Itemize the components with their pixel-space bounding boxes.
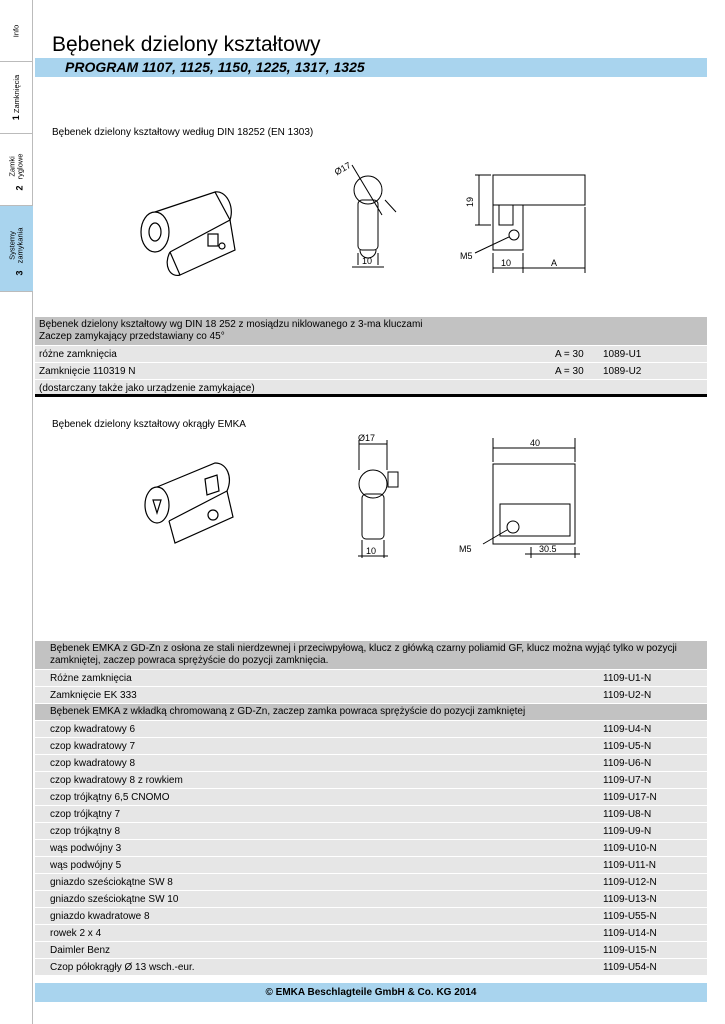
dim-width-side-1: 10 bbox=[501, 258, 512, 268]
dim-m5-1: M5 bbox=[460, 251, 473, 261]
table-row: różne zamknięcia A = 30 1089-U1 bbox=[35, 346, 707, 363]
row-name: Daimler Benz bbox=[50, 945, 111, 956]
row-code: 1109-U15-N bbox=[603, 945, 657, 956]
row-name: czop kwadratowy 8 z rowkiem bbox=[50, 775, 183, 786]
cylinder-perspective-drawing bbox=[130, 180, 260, 285]
row-name: czop kwadratowy 7 bbox=[50, 741, 136, 752]
row-name: Czop półokrągły Ø 13 wsch.-eur. bbox=[50, 962, 195, 973]
row-name: czop trójkątny 7 bbox=[50, 809, 121, 820]
table-row bbox=[35, 755, 707, 772]
round-cylinder-front-view-drawing bbox=[340, 432, 410, 562]
row-name: Różne zamknięcia bbox=[50, 673, 132, 684]
table-row bbox=[35, 670, 707, 687]
table1 bbox=[35, 317, 707, 397]
sidebar-tab-info[interactable]: Info bbox=[0, 0, 33, 62]
table-row bbox=[35, 857, 707, 874]
table-row bbox=[35, 687, 707, 704]
row-code: 1109-U1-N bbox=[603, 673, 652, 684]
table-row bbox=[35, 789, 707, 806]
row-code: 1109-U5-N bbox=[603, 741, 652, 752]
row-code: 1109-U55-N bbox=[603, 911, 657, 922]
table-row bbox=[35, 925, 707, 942]
program-bar: PROGRAM 1107, 1125, 1150, 1225, 1317, 1325 bbox=[35, 58, 707, 77]
dim-width-front-1: 10 bbox=[362, 256, 373, 266]
row-name: gniazdo sześciokątne SW 8 bbox=[50, 877, 173, 888]
row-name: czop trójkątny 8 bbox=[50, 826, 121, 837]
row-code: 1109-U2-N bbox=[603, 690, 652, 701]
row-code: 1109-U17-N bbox=[603, 792, 657, 803]
round-cylinder-perspective-drawing bbox=[135, 455, 245, 550]
table2 bbox=[35, 641, 707, 976]
footer: © EMKA Beschlagteile GmbH & Co. KG 2014 bbox=[35, 983, 707, 1002]
table-row bbox=[35, 823, 707, 840]
dim-a: A bbox=[551, 258, 558, 268]
sidebar-tab-zamkniecia[interactable]: 1 Zamknięcia bbox=[0, 62, 33, 134]
table-row bbox=[35, 738, 707, 755]
row-code: 1109-U6-N bbox=[603, 758, 652, 769]
table1-header: Bębenek dzielony kształtowy wg DIN 18 252 z mosiądzu niklowanego z 3-ma kluczami Zaczep zamykający przedstawiany co 45° bbox=[35, 317, 707, 346]
dim-diameter-2: Ø17 bbox=[358, 433, 376, 443]
table-row bbox=[35, 721, 707, 738]
row-code: 1109-U12-N bbox=[603, 877, 657, 888]
row-name: wąs podwójny 5 bbox=[50, 860, 122, 871]
cylinder-front-view-drawing bbox=[330, 155, 405, 280]
table-row bbox=[35, 942, 707, 959]
row-code: 1109-U4-N bbox=[603, 724, 652, 735]
section2-caption: Bębenek dzielony kształtowy okrągły EMKA bbox=[52, 419, 246, 430]
row-code: 1109-U10-N bbox=[603, 843, 657, 854]
dim-width-front-2: 10 bbox=[366, 546, 377, 556]
dim-length-30-5: 30.5 bbox=[539, 544, 557, 554]
table-row bbox=[35, 874, 707, 891]
table-row: Zamknięcie 110319 N A = 30 1089-U2 bbox=[35, 363, 707, 380]
row-code: 1109-U8-N bbox=[603, 809, 652, 820]
table2-header2: Bębenek EMKA z wkładką chromowaną z GD-Zn, zaczep zamka powraca sprężyście do pozycji zamkniętej bbox=[35, 704, 707, 721]
table-row bbox=[35, 908, 707, 925]
row-name: Zamknięcie EK 333 bbox=[50, 690, 137, 701]
table-row bbox=[35, 806, 707, 823]
table-row bbox=[35, 959, 707, 976]
row-name: rowek 2 x 4 bbox=[50, 928, 102, 939]
section1-caption: Bębenek dzielony kształtowy według DIN 18252 (EN 1303) bbox=[52, 127, 314, 138]
cylinder-side-view-drawing bbox=[455, 165, 595, 280]
table2-header1: Bębenek EMKA z GD-Zn z osłona ze stali nierdzewnej i przeciwpyłową, klucz z główką czarny poliamid GF, klucz można wyjąć tylko w pozycji zamkniętej, zaczep powraca sprężyście do pozycji zamknięcia. bbox=[35, 641, 707, 670]
row-name: czop kwadratowy 6 bbox=[50, 724, 136, 735]
page-title: Bębenek dzielony kształtowy bbox=[52, 33, 321, 56]
row-code: 1109-U13-N bbox=[603, 894, 657, 905]
sidebar-tab-systemy-zamykania[interactable]: 3 Systemy zamykania bbox=[0, 206, 33, 292]
dim-diameter-1: Ø17 bbox=[332, 160, 353, 178]
table-row bbox=[35, 840, 707, 857]
row-code: 1109-U7-N bbox=[603, 775, 652, 786]
row-name: czop trójkątny 6,5 CNOMO bbox=[50, 792, 170, 803]
sidebar bbox=[0, 0, 33, 1024]
row-code: 1109-U54-N bbox=[603, 962, 657, 973]
row-code: 1109-U11-N bbox=[603, 860, 656, 871]
row-name: gniazdo kwadratowe 8 bbox=[50, 911, 150, 922]
table-row: (dostarczany także jako urządzenie zamykające) bbox=[35, 380, 707, 397]
dim-m5-2: M5 bbox=[459, 544, 472, 554]
row-code: 1109-U14-N bbox=[603, 928, 657, 939]
table-row bbox=[35, 772, 707, 789]
dim-length-40: 40 bbox=[530, 438, 541, 448]
dim-height-19: 19 bbox=[465, 196, 475, 207]
round-cylinder-side-view-drawing bbox=[455, 432, 590, 562]
sidebar-tab-zamki-ryglowe[interactable]: 2 Zamki ryglowe bbox=[0, 134, 33, 206]
row-name: gniazdo sześciokątne SW 10 bbox=[50, 894, 179, 905]
row-name: czop kwadratowy 8 bbox=[50, 758, 136, 769]
row-name: wąs podwójny 3 bbox=[50, 843, 122, 854]
row-code: 1109-U9-N bbox=[603, 826, 652, 837]
table-row bbox=[35, 891, 707, 908]
